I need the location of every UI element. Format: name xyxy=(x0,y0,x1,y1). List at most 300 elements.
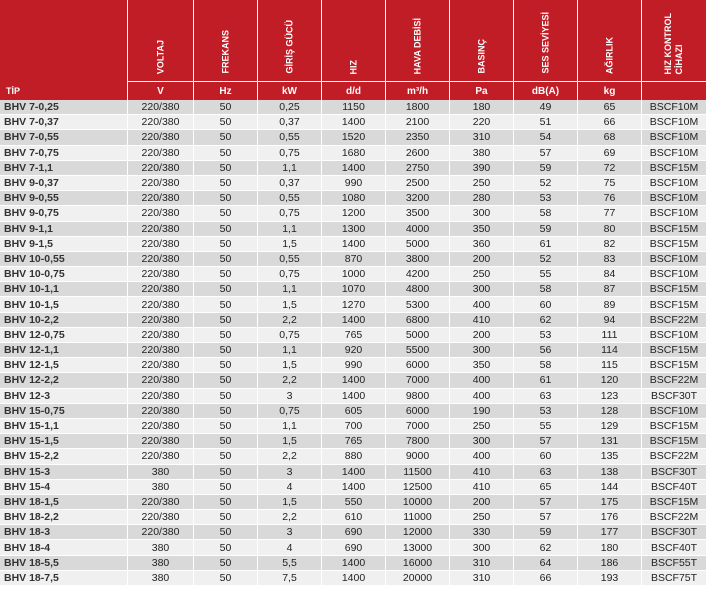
cell-hiz: 990 xyxy=(322,176,386,190)
cell-basinc: 280 xyxy=(450,191,514,205)
header-voltaj xyxy=(128,0,194,100)
cell-ses-seviyesi: 63 xyxy=(514,389,578,403)
cell-ses-seviyesi: 55 xyxy=(514,419,578,433)
cell-voltaj: 220/380 xyxy=(128,373,194,387)
cell-hava-debisi: 4200 xyxy=(386,267,450,281)
cell-voltaj: 220/380 xyxy=(128,115,194,129)
cell-basinc: 390 xyxy=(450,161,514,175)
cell-hava-debisi: 2750 xyxy=(386,161,450,175)
cell-ses-seviyesi: 52 xyxy=(514,252,578,266)
cell-voltaj: 220/380 xyxy=(128,343,194,357)
cell-giris-gucu: 3 xyxy=(258,389,322,403)
table-row xyxy=(0,540,706,555)
table-row xyxy=(0,556,706,571)
cell-basinc: 300 xyxy=(450,206,514,220)
cell-hiz: 1400 xyxy=(322,389,386,403)
cell-hiz: 765 xyxy=(322,328,386,342)
cell-tip: BHV 18-2,2 xyxy=(0,510,128,524)
cell-ses-seviyesi: 49 xyxy=(514,100,578,114)
cell-tip: BHV 10-0,75 xyxy=(0,267,128,281)
cell-hiz: 550 xyxy=(322,495,386,509)
cell-hiz: 1200 xyxy=(322,206,386,220)
cell-hava-debisi: 7000 xyxy=(386,373,450,387)
cell-tip: BHV 9-1,1 xyxy=(0,222,128,236)
cell-hiz-kontrol-cihazi: BSCF15M xyxy=(649,283,699,296)
cell-hiz-kontrol-cihazi: BSCF22M xyxy=(649,313,699,326)
cell-basinc: 330 xyxy=(450,525,514,539)
cell-voltaj: 220/380 xyxy=(128,237,194,251)
cell-hiz: 1400 xyxy=(322,571,386,585)
cell-frekans: 50 xyxy=(194,343,258,357)
cell-ses-seviyesi: 59 xyxy=(514,525,578,539)
cell-tip: BHV 7-0,55 xyxy=(0,130,128,144)
cell-tip: BHV 15-1,1 xyxy=(0,419,128,433)
cell-giris-gucu: 2,2 xyxy=(258,449,322,463)
cell-hiz: 1400 xyxy=(322,556,386,570)
cell-hava-debisi: 1800 xyxy=(386,100,450,114)
table-row xyxy=(0,465,706,480)
cell-frekans: 50 xyxy=(194,115,258,129)
header-label: HIZ KONTROL CİHAZI xyxy=(663,12,684,74)
cell-hava-debisi: 2350 xyxy=(386,130,450,144)
cell-tip: BHV 18-1,5 xyxy=(0,495,128,509)
cell-hiz: 605 xyxy=(322,404,386,418)
cell-basinc: 400 xyxy=(450,297,514,311)
table-row xyxy=(0,176,706,191)
cell-voltaj: 380 xyxy=(128,540,194,554)
table-row xyxy=(0,480,706,495)
cell-hiz: 880 xyxy=(322,449,386,463)
table-row xyxy=(0,100,706,115)
cell-ses-seviyesi: 59 xyxy=(514,161,578,175)
table-row xyxy=(0,404,706,419)
cell-agirlik: 138 xyxy=(578,465,642,479)
cell-giris-gucu: 0,55 xyxy=(258,130,322,144)
cell-voltaj: 220/380 xyxy=(128,449,194,463)
cell-voltaj: 220/380 xyxy=(128,297,194,311)
cell-ses-seviyesi: 57 xyxy=(514,510,578,524)
cell-agirlik: 186 xyxy=(578,556,642,570)
cell-voltaj: 220/380 xyxy=(128,176,194,190)
cell-hava-debisi: 6000 xyxy=(386,404,450,418)
header-unit xyxy=(642,81,706,100)
cell-voltaj: 380 xyxy=(128,556,194,570)
cell-tip: BHV 12-3 xyxy=(0,389,128,403)
cell-hiz-kontrol-cihazi: BSCF10M xyxy=(649,268,699,281)
cell-agirlik: 128 xyxy=(578,404,642,418)
cell-hiz: 1400 xyxy=(322,115,386,129)
cell-giris-gucu: 4 xyxy=(258,540,322,554)
cell-voltaj: 380 xyxy=(128,465,194,479)
cell-tip: BHV 12-1,5 xyxy=(0,358,128,372)
cell-frekans: 50 xyxy=(194,434,258,448)
header-label: GİRİŞ GÜCÜ xyxy=(284,20,294,74)
cell-ses-seviyesi: 62 xyxy=(514,313,578,327)
cell-voltaj: 220/380 xyxy=(128,206,194,220)
cell-hiz: 1150 xyxy=(322,100,386,114)
cell-hiz: 1400 xyxy=(322,313,386,327)
cell-frekans: 50 xyxy=(194,419,258,433)
header-agirlik xyxy=(578,0,642,100)
header-giris-gucu xyxy=(258,0,322,100)
cell-agirlik: 72 xyxy=(578,161,642,175)
cell-hiz-kontrol-cihazi: BSCF40T xyxy=(650,480,698,493)
cell-agirlik: 84 xyxy=(578,267,642,281)
cell-hiz: 1400 xyxy=(322,480,386,494)
cell-frekans: 50 xyxy=(194,176,258,190)
table-row xyxy=(0,358,706,373)
cell-frekans: 50 xyxy=(194,161,258,175)
cell-agirlik: 80 xyxy=(578,222,642,236)
cell-frekans: 50 xyxy=(194,282,258,296)
cell-ses-seviyesi: 56 xyxy=(514,343,578,357)
cell-hava-debisi: 7000 xyxy=(386,419,450,433)
cell-frekans: 50 xyxy=(194,267,258,281)
table-row xyxy=(0,206,706,221)
cell-hiz: 920 xyxy=(322,343,386,357)
table-row xyxy=(0,222,706,237)
cell-basinc: 360 xyxy=(450,237,514,251)
cell-hiz-kontrol-cihazi: BSCF30T xyxy=(650,389,698,402)
table-row xyxy=(0,373,706,388)
header-unit: Pa xyxy=(450,81,513,100)
cell-basinc: 380 xyxy=(450,146,514,160)
cell-tip: BHV 12-2,2 xyxy=(0,373,128,387)
cell-ses-seviyesi: 53 xyxy=(514,191,578,205)
cell-hava-debisi: 9000 xyxy=(386,449,450,463)
cell-voltaj: 220/380 xyxy=(128,130,194,144)
cell-basinc: 200 xyxy=(450,495,514,509)
cell-hiz-kontrol-cihazi: BSCF10M xyxy=(649,404,699,417)
cell-tip: BHV 10-1,5 xyxy=(0,297,128,311)
cell-basinc: 180 xyxy=(450,100,514,114)
cell-frekans: 50 xyxy=(194,328,258,342)
cell-hiz: 1300 xyxy=(322,222,386,236)
table-row xyxy=(0,267,706,282)
cell-frekans: 50 xyxy=(194,237,258,251)
cell-frekans: 50 xyxy=(194,480,258,494)
cell-hiz: 1270 xyxy=(322,297,386,311)
cell-tip: BHV 10-2,2 xyxy=(0,313,128,327)
cell-giris-gucu: 5,5 xyxy=(258,556,322,570)
cell-hiz-kontrol-cihazi: BSCF15M xyxy=(649,298,699,311)
cell-tip: BHV 12-0,75 xyxy=(0,328,128,342)
cell-voltaj: 220/380 xyxy=(128,328,194,342)
cell-agirlik: 69 xyxy=(578,146,642,160)
cell-giris-gucu: 0,75 xyxy=(258,267,322,281)
cell-hiz: 690 xyxy=(322,525,386,539)
cell-basinc: 250 xyxy=(450,267,514,281)
cell-tip: BHV 10-0,55 xyxy=(0,252,128,266)
cell-hava-debisi: 2500 xyxy=(386,176,450,190)
cell-hava-debisi: 11000 xyxy=(386,510,450,524)
header-unit: kg xyxy=(578,81,641,100)
cell-tip: BHV 7-0,37 xyxy=(0,115,128,129)
cell-giris-gucu: 1,5 xyxy=(258,495,322,509)
header-unit: Hz xyxy=(194,81,257,100)
cell-giris-gucu: 1,5 xyxy=(258,434,322,448)
cell-hava-debisi: 6800 xyxy=(386,313,450,327)
cell-ses-seviyesi: 61 xyxy=(514,373,578,387)
header-label: BASINÇ xyxy=(476,39,486,74)
cell-giris-gucu: 0,55 xyxy=(258,191,322,205)
cell-ses-seviyesi: 57 xyxy=(514,495,578,509)
cell-hiz: 765 xyxy=(322,434,386,448)
cell-hiz: 690 xyxy=(322,540,386,554)
cell-basinc: 300 xyxy=(450,540,514,554)
header-frekans xyxy=(194,0,258,100)
cell-basinc: 300 xyxy=(450,434,514,448)
cell-hiz: 1680 xyxy=(322,146,386,160)
cell-basinc: 250 xyxy=(450,176,514,190)
cell-voltaj: 220/380 xyxy=(128,191,194,205)
cell-ses-seviyesi: 53 xyxy=(514,404,578,418)
cell-giris-gucu: 0,75 xyxy=(258,404,322,418)
cell-hiz: 1000 xyxy=(322,267,386,281)
cell-giris-gucu: 3 xyxy=(258,525,322,539)
cell-hiz: 1400 xyxy=(322,237,386,251)
cell-giris-gucu: 1,5 xyxy=(258,358,322,372)
cell-agirlik: 176 xyxy=(578,510,642,524)
table-row xyxy=(0,130,706,145)
cell-agirlik: 75 xyxy=(578,176,642,190)
cell-hiz: 1400 xyxy=(322,465,386,479)
cell-voltaj: 220/380 xyxy=(128,252,194,266)
cell-ses-seviyesi: 58 xyxy=(514,358,578,372)
header-unit: d/d xyxy=(322,81,385,100)
header-label: TİP xyxy=(6,86,21,96)
cell-frekans: 50 xyxy=(194,297,258,311)
cell-agirlik: 87 xyxy=(578,282,642,296)
cell-hiz-kontrol-cihazi: BSCF15M xyxy=(649,359,699,372)
cell-basinc: 250 xyxy=(450,419,514,433)
cell-hava-debisi: 16000 xyxy=(386,556,450,570)
cell-tip: BHV 15-1,5 xyxy=(0,434,128,448)
table-row xyxy=(0,191,706,206)
cell-hiz: 700 xyxy=(322,419,386,433)
cell-ses-seviyesi: 51 xyxy=(514,115,578,129)
cell-hiz-kontrol-cihazi: BSCF30T xyxy=(650,526,698,539)
cell-basinc: 350 xyxy=(450,358,514,372)
cell-basinc: 400 xyxy=(450,373,514,387)
cell-agirlik: 115 xyxy=(578,358,642,372)
cell-tip: BHV 18-4 xyxy=(0,540,128,554)
cell-basinc: 310 xyxy=(450,571,514,585)
cell-frekans: 50 xyxy=(194,525,258,539)
cell-tip: BHV 18-5,5 xyxy=(0,556,128,570)
cell-agirlik: 144 xyxy=(578,480,642,494)
table-row xyxy=(0,449,706,464)
cell-hava-debisi: 5000 xyxy=(386,237,450,251)
header-unit: dB(A) xyxy=(514,81,577,100)
cell-giris-gucu: 1,1 xyxy=(258,282,322,296)
cell-agirlik: 114 xyxy=(578,343,642,357)
cell-ses-seviyesi: 57 xyxy=(514,434,578,448)
cell-tip: BHV 18-3 xyxy=(0,525,128,539)
cell-voltaj: 220/380 xyxy=(128,495,194,509)
cell-hiz-kontrol-cihazi: BSCF15M xyxy=(649,344,699,357)
cell-tip: BHV 10-1,1 xyxy=(0,282,128,296)
cell-agirlik: 193 xyxy=(578,571,642,585)
cell-basinc: 400 xyxy=(450,449,514,463)
cell-hiz: 990 xyxy=(322,358,386,372)
table-row xyxy=(0,419,706,434)
cell-hava-debisi: 9800 xyxy=(386,389,450,403)
cell-basinc: 200 xyxy=(450,252,514,266)
cell-frekans: 50 xyxy=(194,389,258,403)
cell-basinc: 220 xyxy=(450,115,514,129)
cell-hiz: 870 xyxy=(322,252,386,266)
cell-frekans: 50 xyxy=(194,404,258,418)
cell-hiz-kontrol-cihazi: BSCF10M xyxy=(649,116,699,129)
table-body xyxy=(0,100,706,586)
cell-giris-gucu: 0,55 xyxy=(258,252,322,266)
cell-agirlik: 68 xyxy=(578,130,642,144)
cell-hava-debisi: 20000 xyxy=(386,571,450,585)
cell-ses-seviyesi: 64 xyxy=(514,556,578,570)
cell-frekans: 50 xyxy=(194,540,258,554)
cell-giris-gucu: 0,25 xyxy=(258,100,322,114)
cell-hiz-kontrol-cihazi: BSCF15M xyxy=(649,435,699,448)
cell-giris-gucu: 3 xyxy=(258,465,322,479)
cell-tip: BHV 12-1,1 xyxy=(0,343,128,357)
cell-hiz-kontrol-cihazi: BSCF15M xyxy=(649,161,699,174)
cell-hiz-kontrol-cihazi: BSCF10M xyxy=(649,252,699,265)
cell-giris-gucu: 0,75 xyxy=(258,146,322,160)
cell-frekans: 50 xyxy=(194,449,258,463)
header-tip xyxy=(0,0,128,100)
cell-voltaj: 220/380 xyxy=(128,282,194,296)
cell-agirlik: 123 xyxy=(578,389,642,403)
cell-hiz: 610 xyxy=(322,510,386,524)
cell-hiz-kontrol-cihazi: BSCF22M xyxy=(649,374,699,387)
cell-ses-seviyesi: 52 xyxy=(514,176,578,190)
table-row xyxy=(0,146,706,161)
cell-agirlik: 180 xyxy=(578,540,642,554)
cell-giris-gucu: 0,37 xyxy=(258,115,322,129)
cell-frekans: 50 xyxy=(194,146,258,160)
table-row xyxy=(0,237,706,252)
cell-basinc: 310 xyxy=(450,130,514,144)
cell-hava-debisi: 12000 xyxy=(386,525,450,539)
cell-agirlik: 177 xyxy=(578,525,642,539)
cell-basinc: 310 xyxy=(450,556,514,570)
cell-basinc: 300 xyxy=(450,343,514,357)
header-ses-seviyesi xyxy=(514,0,578,100)
cell-voltaj: 220/380 xyxy=(128,100,194,114)
cell-hava-debisi: 3500 xyxy=(386,206,450,220)
cell-hava-debisi: 3200 xyxy=(386,191,450,205)
cell-agirlik: 135 xyxy=(578,449,642,463)
table-header xyxy=(0,0,706,100)
cell-basinc: 400 xyxy=(450,389,514,403)
cell-hiz-kontrol-cihazi: BSCF15M xyxy=(649,222,699,235)
header-basinc xyxy=(450,0,514,100)
cell-hava-debisi: 5000 xyxy=(386,328,450,342)
cell-hiz-kontrol-cihazi: BSCF10M xyxy=(649,131,699,144)
cell-agirlik: 65 xyxy=(578,100,642,114)
cell-voltaj: 220/380 xyxy=(128,267,194,281)
cell-basinc: 410 xyxy=(450,313,514,327)
cell-hiz-kontrol-cihazi: BSCF10M xyxy=(649,192,699,205)
cell-giris-gucu: 1,1 xyxy=(258,222,322,236)
table-row xyxy=(0,343,706,358)
cell-giris-gucu: 1,1 xyxy=(258,161,322,175)
header-label: AĞIRLIK xyxy=(604,37,614,74)
cell-hiz-kontrol-cihazi: BSCF10M xyxy=(649,146,699,159)
cell-ses-seviyesi: 59 xyxy=(514,222,578,236)
cell-giris-gucu: 2,2 xyxy=(258,510,322,524)
cell-frekans: 50 xyxy=(194,556,258,570)
cell-giris-gucu: 1,5 xyxy=(258,237,322,251)
cell-hiz-kontrol-cihazi: BSCF22M xyxy=(649,450,699,463)
cell-tip: BHV 7-0,75 xyxy=(0,146,128,160)
cell-voltaj: 220/380 xyxy=(128,222,194,236)
cell-hava-debisi: 12500 xyxy=(386,480,450,494)
cell-voltaj: 220/380 xyxy=(128,525,194,539)
cell-voltaj: 220/380 xyxy=(128,358,194,372)
cell-giris-gucu: 2,2 xyxy=(258,313,322,327)
header-hiz xyxy=(322,0,386,100)
cell-hava-debisi: 11500 xyxy=(386,465,450,479)
cell-hiz-kontrol-cihazi: BSCF10M xyxy=(649,177,699,190)
cell-tip: BHV 9-0,55 xyxy=(0,191,128,205)
cell-agirlik: 82 xyxy=(578,237,642,251)
cell-hava-debisi: 4800 xyxy=(386,282,450,296)
cell-frekans: 50 xyxy=(194,358,258,372)
cell-agirlik: 111 xyxy=(578,328,642,342)
header-label: HIZ xyxy=(348,59,358,74)
cell-giris-gucu: 1,1 xyxy=(258,419,322,433)
cell-frekans: 50 xyxy=(194,191,258,205)
cell-giris-gucu: 0,37 xyxy=(258,176,322,190)
cell-ses-seviyesi: 61 xyxy=(514,237,578,251)
cell-hava-debisi: 2600 xyxy=(386,146,450,160)
cell-giris-gucu: 1,5 xyxy=(258,297,322,311)
cell-agirlik: 129 xyxy=(578,419,642,433)
cell-tip: BHV 9-1,5 xyxy=(0,237,128,251)
cell-tip: BHV 15-3 xyxy=(0,465,128,479)
cell-basinc: 300 xyxy=(450,282,514,296)
cell-agirlik: 76 xyxy=(578,191,642,205)
cell-agirlik: 66 xyxy=(578,115,642,129)
cell-agirlik: 120 xyxy=(578,373,642,387)
cell-hiz: 1400 xyxy=(322,373,386,387)
cell-hiz-kontrol-cihazi: BSCF22M xyxy=(649,511,699,524)
cell-frekans: 50 xyxy=(194,373,258,387)
header-label: FREKANS xyxy=(220,30,230,74)
cell-giris-gucu: 4 xyxy=(258,480,322,494)
cell-ses-seviyesi: 58 xyxy=(514,282,578,296)
cell-hava-debisi: 10000 xyxy=(386,495,450,509)
cell-hiz: 1080 xyxy=(322,191,386,205)
header-label: VOLTAJ xyxy=(155,39,165,74)
cell-basinc: 250 xyxy=(450,510,514,524)
cell-giris-gucu: 1,1 xyxy=(258,343,322,357)
cell-hiz-kontrol-cihazi: BSCF55T xyxy=(650,556,698,569)
table-row xyxy=(0,282,706,297)
cell-tip: BHV 9-0,37 xyxy=(0,176,128,190)
cell-basinc: 200 xyxy=(450,328,514,342)
table-row xyxy=(0,328,706,343)
cell-hava-debisi: 5300 xyxy=(386,297,450,311)
cell-agirlik: 89 xyxy=(578,297,642,311)
cell-voltaj: 220/380 xyxy=(128,434,194,448)
cell-agirlik: 175 xyxy=(578,495,642,509)
cell-voltaj: 380 xyxy=(128,480,194,494)
table-row xyxy=(0,434,706,449)
table-row xyxy=(0,389,706,404)
